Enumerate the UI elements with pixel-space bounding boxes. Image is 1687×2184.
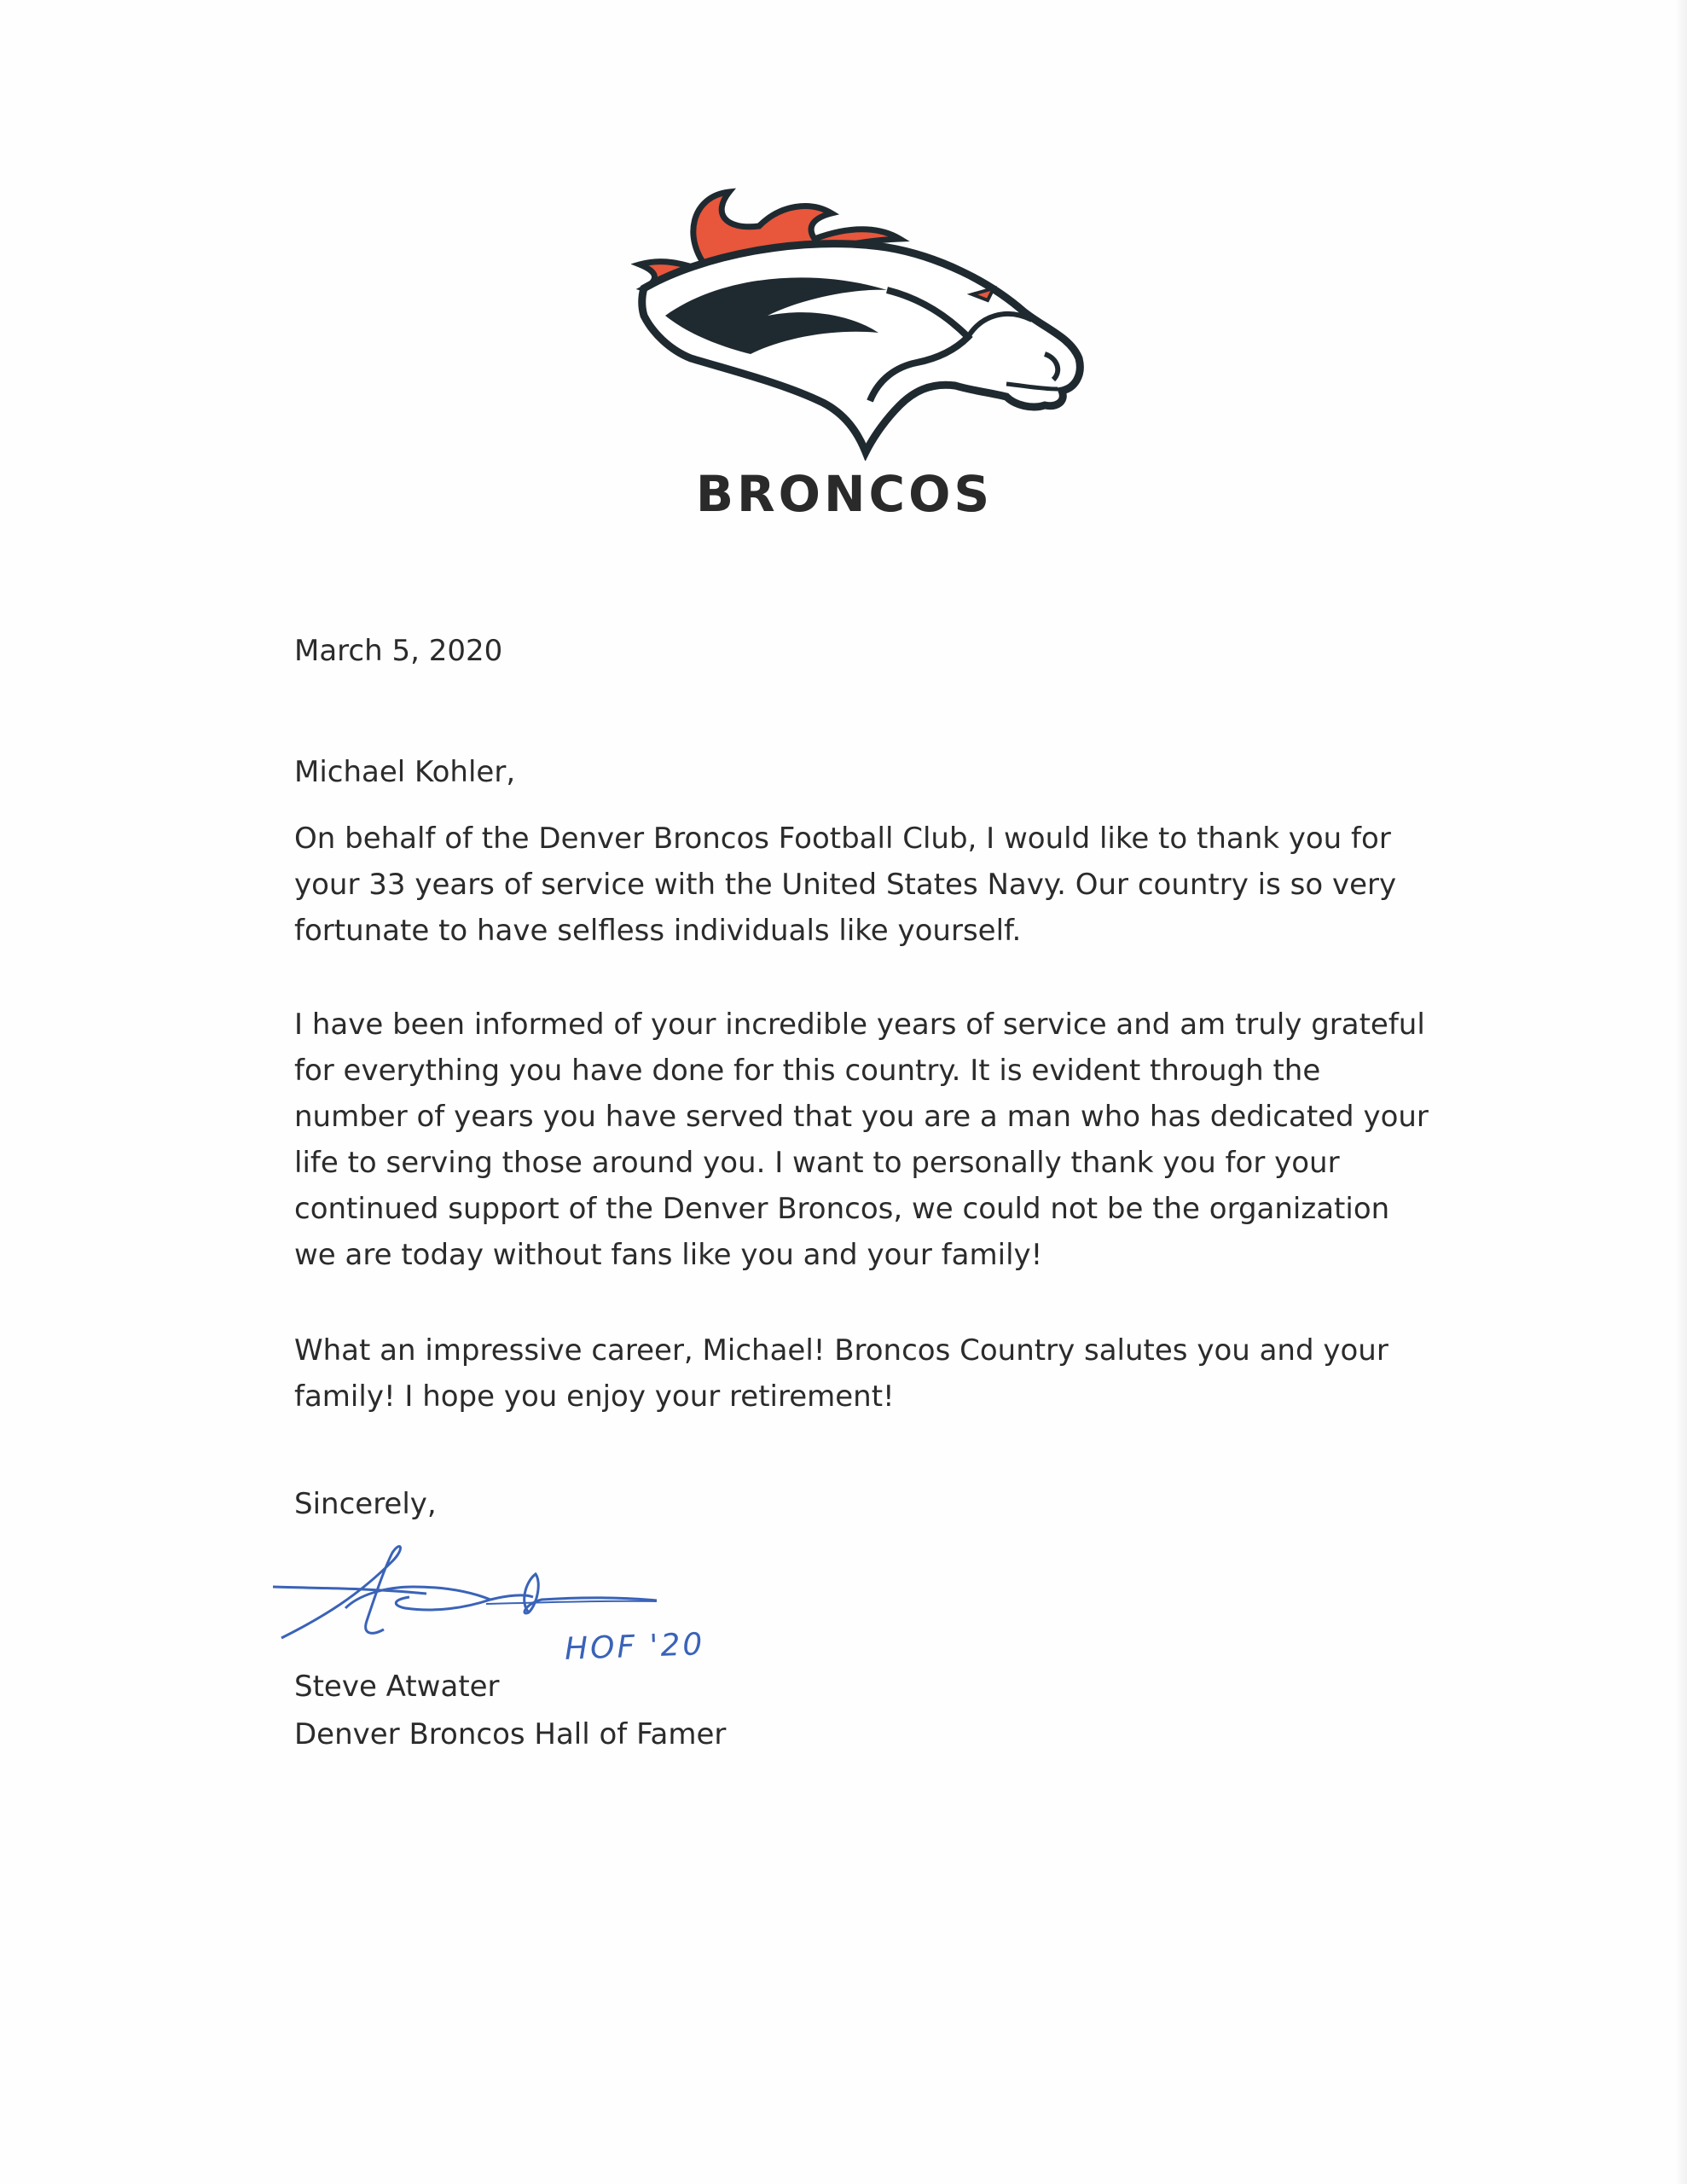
broncos-wordmark: BRONCOS [695, 465, 994, 523]
letter-paragraph-2: I have been informed of your incredible years of service and am truly grateful for everything you have done for this country. It is evident through the number of years you have served that you are a man who has dedicated your life to serving those around you. I want to personally thank you for your continued support of the Denver Broncos, we could not be the organization we are today without fans like you and your family! [294, 1008, 1429, 1272]
letter-paragraph-1: On behalf of the Denver Broncos Football Club, I would like to thank you for your 33 years of service with the United States Navy. Our country is so very fortunate to have selfless individuals like yourself. [294, 822, 1397, 948]
letter-date: March 5, 2020 [294, 634, 503, 668]
signer-title: Denver Broncos Hall of Famer [294, 1717, 727, 1751]
signature-note: HOF '20 [564, 1627, 705, 1667]
page-edge-shadow [1675, 0, 1687, 2184]
letter-paragraph-3: What an impressive career, Michael! Broncos Country salutes you and your family! I hope you enjoy your retirement! [294, 1333, 1388, 1414]
signer-name: Steve Atwater [294, 1670, 500, 1704]
letter-closing: Sincerely, [294, 1487, 437, 1521]
broncos-horse-head-logo [631, 188, 1092, 461]
letter-salutation: Michael Kohler, [294, 755, 516, 789]
